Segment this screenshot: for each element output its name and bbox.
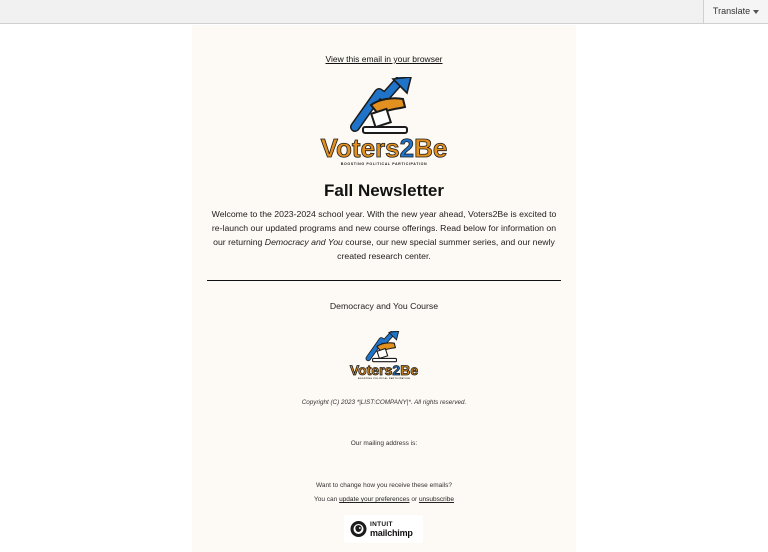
prefs-or: or — [409, 496, 419, 503]
logo-word-digit: 2 — [399, 133, 415, 163]
mailchimp-icon — [350, 520, 367, 538]
intro-text-start: Welcome to the 2023-2024 school year. With the new year ahead, Voters2Be is excited to re-launch our updated programs and new course offerings. Read below for information on our returning — [211, 209, 557, 247]
intro-paragraph — [206, 207, 562, 263]
logo-word-suffix-small: Be — [400, 362, 419, 378]
logo-word-digit-small: 2 — [392, 362, 401, 378]
copyright-text: Copyright (C) 2023 *|LIST:COMPANY|*. All rights reserved. — [301, 399, 467, 406]
preferences-line — [192, 496, 576, 503]
translate-label: Translate — [712, 6, 751, 16]
mailchimp-label: mailchimp — [370, 527, 413, 538]
logo-word-prefix: Voters — [320, 133, 400, 163]
voters2be-logo — [192, 77, 576, 166]
ballot-hand-icon-small — [365, 331, 403, 363]
email-body — [192, 25, 576, 552]
view-in-browser-link[interactable]: View this email in your browser — [325, 54, 443, 64]
voters2be-logo-small — [192, 331, 576, 380]
logo-tagline-small: BOOSTING POLITICAL PARTICIPATION — [357, 378, 411, 380]
prefs-prefix: You can — [314, 496, 340, 503]
mailing-address-label: Our mailing address is: — [350, 440, 418, 447]
logo-tagline: BOOSTING POLITICAL PARTICIPATION — [340, 162, 428, 166]
caret-down-icon — [753, 10, 759, 14]
unsubscribe-link[interactable]: unsubscribe — [418, 496, 454, 503]
update-preferences-link[interactable]: update your preferences — [339, 496, 410, 503]
course-section-title: Democracy and You Course — [329, 301, 439, 311]
logo-wordmark — [192, 135, 576, 161]
logo-word-prefix-small: Voters — [349, 362, 393, 378]
mailchimp-wordmark — [370, 521, 413, 538]
section-divider — [207, 280, 561, 281]
newsletter-title: Fall Newsletter — [324, 181, 444, 200]
logo-word-suffix: Be — [414, 133, 448, 163]
intuit-mailchimp-badge[interactable] — [344, 515, 423, 543]
logo-wordmark-small — [192, 363, 576, 377]
course-name-emphasis: Democracy and You — [264, 237, 343, 247]
intuit-label: INTUIT — [370, 521, 393, 528]
top-toolbar — [0, 0, 768, 24]
translate-button[interactable] — [703, 0, 768, 23]
ballot-hand-icon — [349, 77, 419, 135]
change-preferences-text: Want to change how you receive these emails? — [316, 482, 452, 489]
intro-text-end: course, our new special summer series, and our newly created research center. — [337, 237, 555, 261]
